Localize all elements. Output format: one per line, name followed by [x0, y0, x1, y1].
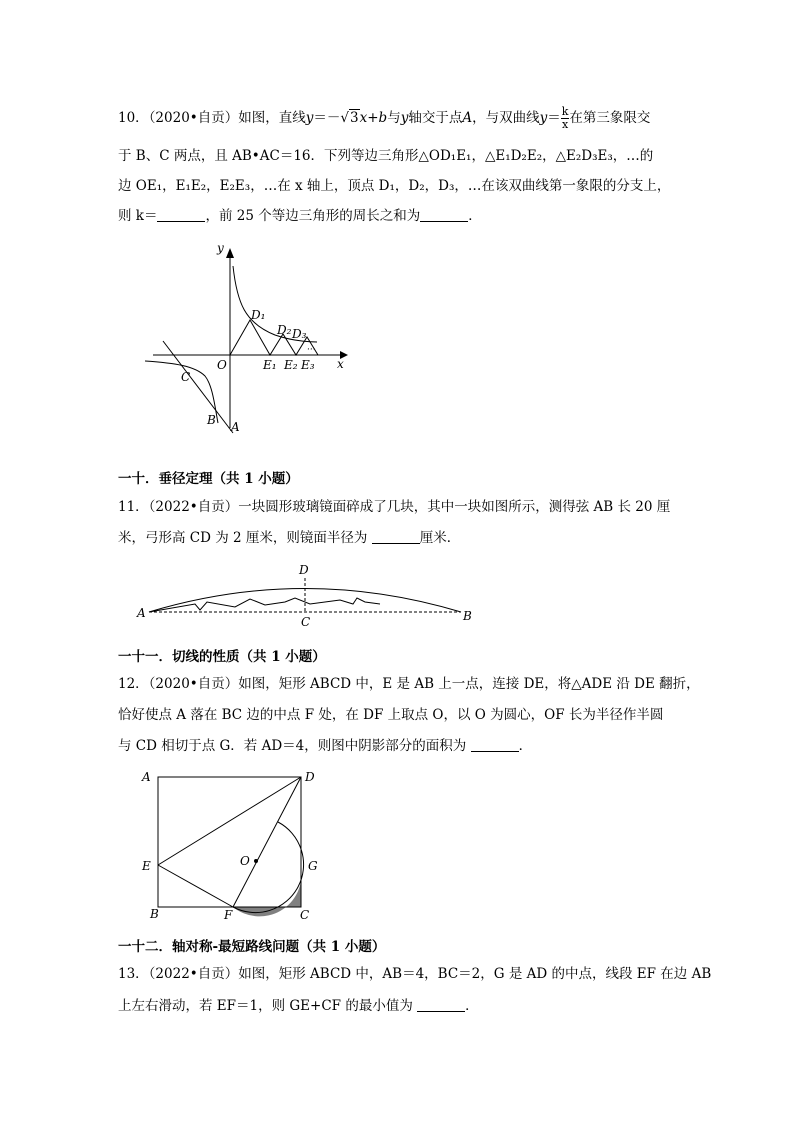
q10-answer-blank-1[interactable] — [157, 207, 205, 222]
q10-frac-den: x — [561, 118, 569, 131]
label-D: D — [299, 563, 309, 577]
q10-A: A — [462, 110, 473, 126]
q10-text-d: ，与双曲线 — [472, 110, 540, 126]
segment-EF — [158, 865, 233, 907]
label-dots: ··· — [307, 345, 316, 355]
center-O — [254, 859, 258, 863]
label-B: B — [207, 413, 216, 427]
label-A: A — [137, 606, 146, 620]
q10-source: （2020•自贡） — [148, 110, 239, 126]
q13-answer-blank[interactable] — [417, 997, 465, 1012]
label-E: E — [142, 859, 151, 873]
q10-line1: 10．（2020•自贡）如图，直线y＝－√3x+b与y轴交于点A，与双曲线y＝ $\frac{k}{x}$ 在第三象限交 — [118, 105, 651, 131]
q10-line3: 边 OE₁，E₁E₂，E₂E₃，…在 x 轴上，顶点 D₁，D₂，D₃，…在该双曲线第一象限的分支上， — [118, 178, 671, 194]
q12-answer-blank[interactable] — [471, 737, 519, 752]
label-G: G — [308, 859, 318, 873]
q10-figure — [145, 238, 355, 438]
q11-figure — [135, 560, 485, 630]
section-heading-11: 一十一．切线的性质（共 1 小题） — [118, 649, 326, 665]
q10-line4-a: 则 k＝ — [118, 208, 158, 224]
q10-answer-blank-2[interactable] — [420, 207, 468, 222]
label-D3: D₃ — [292, 327, 307, 341]
section-heading-12: 一十二．轴对称-最短路线问题（共 1 小题） — [118, 939, 386, 955]
q12-line3-a: 与 CD 相切于点 G．若 AD＝4，则图中阴影部分的面积为 — [118, 738, 467, 754]
label-O: O — [240, 854, 250, 868]
q11-line2 — [118, 528, 460, 548]
segment-DF — [233, 777, 301, 907]
label-D2: D₂ — [277, 323, 292, 337]
label-O: O — [217, 358, 227, 372]
section-heading-10: 一十．垂径定理（共 1 小题） — [118, 471, 299, 487]
q10-eq2: ＝ — [547, 110, 561, 126]
y-axis-arrow-icon — [226, 248, 234, 258]
q12-figure — [138, 765, 328, 925]
q10-line4 — [118, 206, 482, 226]
q13-line2-a: 上左右滑动，若 EF＝1，则 GE+CF 的最小值为 — [118, 998, 413, 1014]
label-E2: E₂ — [284, 358, 298, 372]
q10-line2: 于 B、C 两点，且 AB•AC＝16．下列等边三角形△OD₁E₁，△E₁D₂E₂，△E₂D₃E₃，…的 — [118, 148, 654, 164]
label-x: x — [337, 357, 344, 371]
q12-line3-b: ． — [518, 738, 533, 754]
q10-number: 10． — [118, 110, 149, 126]
label-A: A — [231, 420, 240, 434]
q10-eq-y: y — [305, 110, 314, 126]
label-C: C — [300, 908, 310, 922]
label-y: y — [217, 241, 224, 255]
label-E1: E₁ — [263, 358, 277, 372]
q10-line4-c: ． — [468, 208, 482, 224]
q11-line2-a: 米，弓形高 CD 为 2 厘米，则镜面半径为 — [118, 530, 368, 546]
q10-frac-num: k — [561, 105, 569, 118]
label-C: C — [181, 370, 191, 384]
q10-sqrt: 3 — [350, 110, 359, 126]
label-B: B — [150, 907, 159, 921]
q11-line1: 11．（2022•自贡）一块圆形玻璃镜面碎成了几块，其中一块如图所示，测得弦 AB 长 20 厘 — [118, 499, 671, 515]
rectangle-ABCD — [158, 777, 301, 907]
q10-text-a: 如图，直线 — [238, 110, 306, 126]
q13-line1: 13．（2022•自贡）如图，矩形 ABCD 中，AB＝4，BC＝2，G 是 AD 的中点，线段 EF 在边 AB — [118, 966, 712, 982]
q11-answer-blank[interactable] — [372, 529, 420, 544]
q12-line3 — [118, 736, 532, 756]
label-C: C — [301, 615, 311, 629]
q12-line1: 12．（2020•自贡）如图，矩形 ABCD 中，E 是 AB 上一点，连接 DE，将△ADE 沿 DE 翻折， — [118, 676, 700, 692]
q10-eq-mid: ＝－ — [313, 110, 341, 126]
q10-text-b: 与 — [387, 110, 401, 126]
q10-line4-b: ，前 25 个等边三角形的周长之和为 — [205, 208, 421, 224]
q10-y: y — [400, 110, 409, 126]
q10-y2: y — [539, 110, 548, 126]
q11-line2-b: 厘米． — [419, 530, 461, 546]
q13-line2-b: ． — [465, 998, 479, 1014]
q13-line2 — [118, 996, 479, 1016]
segment-DE — [158, 777, 301, 865]
label-D: D — [305, 770, 315, 784]
q10-text-c: 轴交于点 — [408, 110, 463, 126]
q10-text-e: 在第三象限交 — [569, 110, 651, 126]
label-F: F — [224, 908, 233, 922]
q10-eq-rest: x+b — [359, 110, 388, 126]
label-A: A — [142, 770, 151, 784]
shaded-region — [233, 868, 301, 916]
label-D1: D₁ — [251, 308, 266, 322]
broken-edge — [149, 598, 380, 612]
q12-line2: 恰好使点 A 落在 BC 边的中点 F 处，在 DF 上取点 O，以 O 为圆心，OF 长为半径作半圆 — [118, 707, 664, 723]
label-E3: E₃ — [301, 358, 315, 372]
label-B: B — [463, 609, 472, 623]
